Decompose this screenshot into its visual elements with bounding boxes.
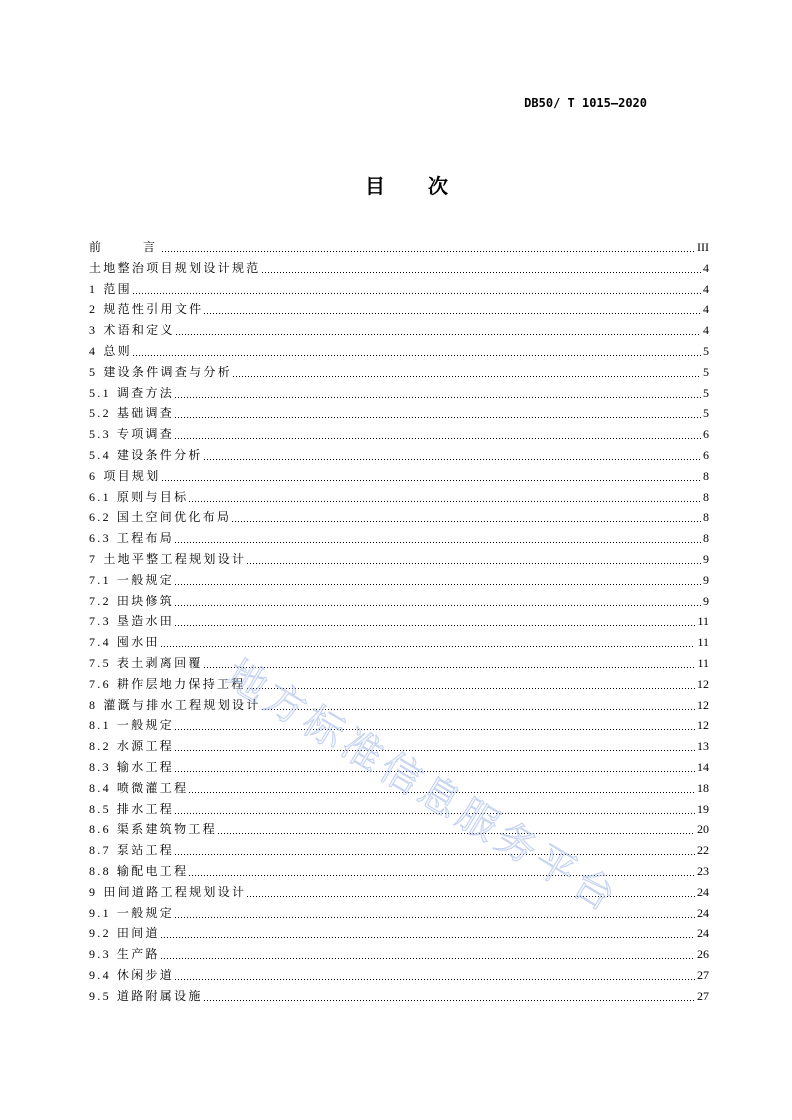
- toc-entry-page: 27: [697, 967, 709, 982]
- toc-entry-number: 9.4: [89, 967, 111, 982]
- toc-entry-title: 灌溉与排水工程规划设计: [103, 697, 261, 712]
- toc-entry[interactable]: [89, 986, 709, 1007]
- table-of-contents: [89, 237, 709, 1006]
- toc-entry-label: [89, 299, 203, 320]
- toc-entry-number: 9.3: [89, 947, 111, 962]
- toc-entry[interactable]: [89, 653, 709, 674]
- toc-entry-title: 术语和定义: [103, 323, 175, 338]
- toc-entry[interactable]: [89, 403, 709, 424]
- toc-entry-label: [89, 819, 217, 840]
- toc-entry-page: 8: [703, 510, 709, 525]
- toc-entry-title: 排水工程: [116, 801, 175, 816]
- toc-entry[interactable]: [89, 778, 709, 799]
- toc-dot-leader: [247, 674, 695, 695]
- toc-entry[interactable]: [89, 674, 709, 695]
- toc-entry-title: 工程布局: [116, 531, 175, 546]
- toc-entry[interactable]: [89, 362, 709, 383]
- toc-entry-number: 9.2: [89, 926, 111, 941]
- toc-entry-title: 喷微灌工程: [116, 780, 189, 795]
- toc-entry[interactable]: [89, 903, 709, 924]
- toc-dot-leader: [175, 570, 701, 591]
- toc-entry-number: 8.6: [89, 822, 111, 837]
- toc-entry[interactable]: [89, 258, 709, 279]
- toc-entry-label: [89, 903, 174, 924]
- document-code: DB50/ T 1015—2020: [524, 96, 647, 110]
- toc-entry-page: 5: [703, 364, 709, 379]
- toc-entry-page: 12: [697, 697, 709, 712]
- toc-entry-label: [89, 757, 174, 778]
- toc-entry-number: 9.5: [89, 988, 111, 1003]
- toc-entry-title: 建设条件调查与分析: [103, 364, 233, 379]
- toc-entry-label: [89, 632, 160, 653]
- toc-entry-label: [89, 403, 174, 424]
- toc-entry-page: 22: [697, 843, 709, 858]
- toc-entry-number: 5.4: [89, 447, 111, 462]
- toc-dot-leader: [161, 632, 696, 653]
- toc-entry-title: 生产路: [116, 947, 160, 962]
- toc-dot-leader: [233, 362, 701, 383]
- toc-dot-leader: [133, 341, 701, 362]
- toc-dot-leader: [176, 320, 701, 341]
- toc-entry-page: 11: [697, 655, 709, 670]
- toc-dot-leader: [175, 736, 695, 757]
- toc-entry-page: 24: [697, 926, 709, 941]
- toc-entry[interactable]: [89, 611, 709, 632]
- toc-entry-label: [89, 674, 246, 695]
- toc-dot-leader: [204, 986, 695, 1007]
- toc-entry[interactable]: [89, 861, 709, 882]
- toc-entry-page: 8: [703, 468, 709, 483]
- toc-dot-leader: [189, 487, 701, 508]
- toc-entry[interactable]: [89, 799, 709, 820]
- toc-entry[interactable]: [89, 383, 709, 404]
- toc-entry-number: 8.2: [89, 739, 111, 754]
- toc-entry-title: 表土剥离回覆: [116, 655, 203, 670]
- toc-entry-title: 休闲步道: [116, 967, 175, 982]
- toc-entry-page: 18: [697, 780, 709, 795]
- toc-dot-leader: [175, 383, 701, 404]
- toc-entry[interactable]: [89, 923, 709, 944]
- toc-entry-page: 6: [703, 427, 709, 442]
- toc-dot-leader: [161, 923, 695, 944]
- toc-entry-page: 4: [703, 281, 709, 296]
- toc-entry-label: [89, 653, 203, 674]
- toc-entry-page: 8: [703, 531, 709, 546]
- toc-entry-title: 一般规定: [116, 718, 175, 733]
- toc-dot-leader: [204, 445, 701, 466]
- toc-entry-label: [89, 445, 203, 466]
- toc-dot-leader: [175, 424, 701, 445]
- toc-entry-page: 6: [703, 447, 709, 462]
- toc-entry-number: 6.2: [89, 510, 111, 525]
- toc-entry-page: 24: [697, 905, 709, 920]
- toc-entry-number: 8: [89, 697, 98, 712]
- toc-entry-label: [89, 611, 174, 632]
- toc-entry-number: 5.1: [89, 385, 111, 400]
- toc-dot-leader: [189, 778, 695, 799]
- toc-dot-leader: [162, 237, 695, 258]
- toc-entry-label: [89, 715, 174, 736]
- toc-entry-number: 8.5: [89, 801, 111, 816]
- toc-entry[interactable]: [89, 299, 709, 320]
- toc-entry-number: 6: [89, 468, 98, 483]
- toc-entry-number: 7.6: [89, 676, 111, 691]
- toc-entry-number: 1: [89, 281, 98, 296]
- toc-entry-label: [89, 487, 188, 508]
- toc-dot-leader: [189, 861, 695, 882]
- toc-entry-title: 建设条件分析: [116, 447, 203, 462]
- toc-entry-label: [89, 591, 174, 612]
- toc-entry-label: [89, 528, 174, 549]
- toc-entry-title: 水源工程: [116, 739, 175, 754]
- toc-entry-number: 7.5: [89, 655, 111, 670]
- toc-entry-number: 5.2: [89, 406, 111, 421]
- toc-entry-label: [89, 965, 174, 986]
- toc-entry-page: 24: [697, 884, 709, 899]
- toc-entry-page: 11: [697, 635, 709, 650]
- toc-dot-leader: [175, 403, 701, 424]
- toc-entry-label: [89, 341, 132, 362]
- toc-entry-title: 基础调查: [116, 406, 175, 421]
- toc-entry-page: 27: [697, 988, 709, 1003]
- toc-entry-number: 6.3: [89, 531, 111, 546]
- toc-dot-leader: [175, 840, 695, 861]
- toc-entry-number: 9.1: [89, 905, 111, 920]
- toc-entry-label: [89, 861, 188, 882]
- toc-entry-title: 土地平整工程规划设计: [103, 551, 247, 566]
- toc-entry[interactable]: [89, 341, 709, 362]
- toc-entry-title: 田间道路工程规划设计: [103, 884, 247, 899]
- toc-dot-leader: [232, 507, 701, 528]
- toc-entry[interactable]: [89, 237, 709, 258]
- toc-entry[interactable]: [89, 507, 709, 528]
- toc-entry-title: 输配电工程: [116, 863, 189, 878]
- toc-entry-page: 4: [703, 302, 709, 317]
- toc-dot-leader: [262, 695, 695, 716]
- toc-dot-leader: [133, 279, 701, 300]
- toc-entry-page: 13: [697, 739, 709, 754]
- toc-entry-page: 5: [703, 406, 709, 421]
- toc-dot-leader: [247, 882, 695, 903]
- toc-entry-title: 泵站工程: [116, 843, 175, 858]
- toc-entry-number: 6.1: [89, 489, 111, 504]
- toc-entry-title: 原则与目标: [116, 489, 189, 504]
- toc-entry-page: 9: [703, 551, 709, 566]
- toc-entry-title: 一般规定: [116, 905, 175, 920]
- toc-entry-title: 田间道: [116, 926, 160, 941]
- toc-entry-label: [89, 986, 203, 1007]
- toc-dot-leader: [262, 258, 701, 279]
- toc-entry-title: 道路附属设施: [116, 988, 203, 1003]
- toc-entry-page: 8: [703, 489, 709, 504]
- toc-entry-number: 7.3: [89, 614, 111, 629]
- toc-entry-label: [89, 695, 261, 716]
- toc-entry[interactable]: [89, 487, 709, 508]
- toc-entry-label: [89, 383, 174, 404]
- toc-entry-title: 输水工程: [116, 759, 175, 774]
- toc-entry-number: 7: [89, 551, 98, 566]
- toc-entry[interactable]: [89, 570, 709, 591]
- toc-entry[interactable]: [89, 549, 709, 570]
- toc-dot-leader: [175, 757, 695, 778]
- toc-dot-leader: [175, 591, 701, 612]
- page-title: 目 次: [365, 176, 449, 198]
- toc-entry-label: [89, 320, 175, 341]
- toc-entry[interactable]: [89, 882, 709, 903]
- toc-entry-page: 26: [697, 947, 709, 962]
- toc-entry-title: 囤水田: [116, 635, 160, 650]
- toc-dot-leader: [175, 611, 695, 632]
- toc-entry-title: 国土空间优化布局: [116, 510, 232, 525]
- toc-entry-number: 7.1: [89, 572, 111, 587]
- toc-entry[interactable]: [89, 695, 709, 716]
- toc-entry[interactable]: [89, 591, 709, 612]
- toc-entry[interactable]: [89, 279, 709, 300]
- toc-entry-title: 规范性引用文件: [103, 302, 204, 317]
- toc-dot-leader: [175, 903, 695, 924]
- toc-entry[interactable]: [89, 632, 709, 653]
- toc-dot-leader: [162, 466, 701, 487]
- toc-entry[interactable]: [89, 840, 709, 861]
- toc-entry-label: [89, 279, 132, 300]
- toc-entry-label: [89, 237, 161, 258]
- toc-entry-label: [89, 944, 160, 965]
- toc-entry-page: III: [697, 240, 709, 254]
- toc-entry-page: 19: [697, 801, 709, 816]
- toc-entry-title: 耕作层地力保持工程: [116, 676, 246, 691]
- toc-entry-page: 11: [697, 614, 709, 629]
- toc-entry-label: [89, 799, 174, 820]
- toc-dot-leader: [175, 715, 695, 736]
- toc-entry-title: 垦造水田: [116, 614, 175, 629]
- toc-entry-label: [89, 362, 232, 383]
- toc-entry-number: 7.4: [89, 635, 111, 650]
- toc-dot-leader: [218, 819, 695, 840]
- toc-dot-leader: [204, 299, 701, 320]
- toc-entry-page: 4: [703, 323, 709, 338]
- toc-entry-label: [89, 923, 160, 944]
- toc-entry-number: 8.7: [89, 843, 111, 858]
- toc-dot-leader: [161, 944, 695, 965]
- toc-entry[interactable]: [89, 944, 709, 965]
- toc-entry-label: [89, 778, 188, 799]
- toc-entry-page: 4: [703, 260, 709, 275]
- toc-entry-page: 5: [703, 343, 709, 358]
- toc-entry[interactable]: [89, 466, 709, 487]
- toc-entry-page: 9: [703, 593, 709, 608]
- toc-entry-number: 8.1: [89, 718, 111, 733]
- toc-entry-title: 田块修筑: [116, 593, 175, 608]
- toc-entry[interactable]: [89, 528, 709, 549]
- toc-entry-label: [89, 424, 174, 445]
- toc-dot-leader: [247, 549, 701, 570]
- toc-entry-label: [89, 258, 261, 279]
- toc-entry-number: 5.3: [89, 427, 111, 442]
- toc-entry-title: 范围: [103, 281, 132, 296]
- toc-entry-label: [89, 466, 161, 487]
- toc-entry-number: 8.4: [89, 780, 111, 795]
- toc-entry-page: 14: [697, 759, 709, 774]
- toc-entry-label: [89, 549, 246, 570]
- toc-entry-title: 调查方法: [116, 385, 175, 400]
- toc-entry-page: 5: [703, 385, 709, 400]
- toc-entry-label: [89, 507, 231, 528]
- toc-entry[interactable]: [89, 819, 709, 840]
- toc-entry-number: 2: [89, 302, 98, 317]
- toc-entry-number: 9: [89, 884, 98, 899]
- toc-entry-title: 一般规定: [116, 572, 175, 587]
- toc-entry[interactable]: [89, 736, 709, 757]
- toc-entry-number: 8.3: [89, 759, 111, 774]
- toc-entry-page: 9: [703, 572, 709, 587]
- toc-entry-number: 3: [89, 323, 98, 338]
- toc-entry[interactable]: [89, 715, 709, 736]
- toc-entry-title: 总则: [103, 343, 132, 358]
- toc-entry[interactable]: [89, 424, 709, 445]
- toc-entry-label: [89, 736, 174, 757]
- toc-entry[interactable]: [89, 757, 709, 778]
- toc-entry-title: 土地整治项目规划设计规范: [89, 260, 261, 275]
- toc-entry-page: 23: [697, 863, 709, 878]
- toc-entry-label: [89, 570, 174, 591]
- toc-entry[interactable]: [89, 965, 709, 986]
- toc-entry-label: [89, 840, 174, 861]
- toc-entry-page: 20: [697, 822, 709, 837]
- toc-entry-page: 12: [697, 676, 709, 691]
- toc-dot-leader: [175, 528, 701, 549]
- toc-entry-title: 专项调查: [116, 427, 175, 442]
- toc-dot-leader: [175, 965, 695, 986]
- toc-entry[interactable]: [89, 320, 709, 341]
- toc-entry-page: 12: [697, 718, 709, 733]
- toc-dot-leader: [204, 653, 696, 674]
- toc-entry-number: 8.8: [89, 863, 111, 878]
- toc-entry-number: 5: [89, 364, 98, 379]
- toc-entry-title: 项目规划: [103, 468, 161, 483]
- toc-entry-title: 渠系建筑物工程: [116, 822, 218, 837]
- toc-entry-number: 4: [89, 343, 98, 358]
- toc-entry-label: [89, 882, 246, 903]
- toc-dot-leader: [175, 799, 695, 820]
- toc-entry-number: 7.2: [89, 593, 111, 608]
- toc-entry-title: 前 言: [89, 240, 162, 254]
- toc-entry[interactable]: [89, 445, 709, 466]
